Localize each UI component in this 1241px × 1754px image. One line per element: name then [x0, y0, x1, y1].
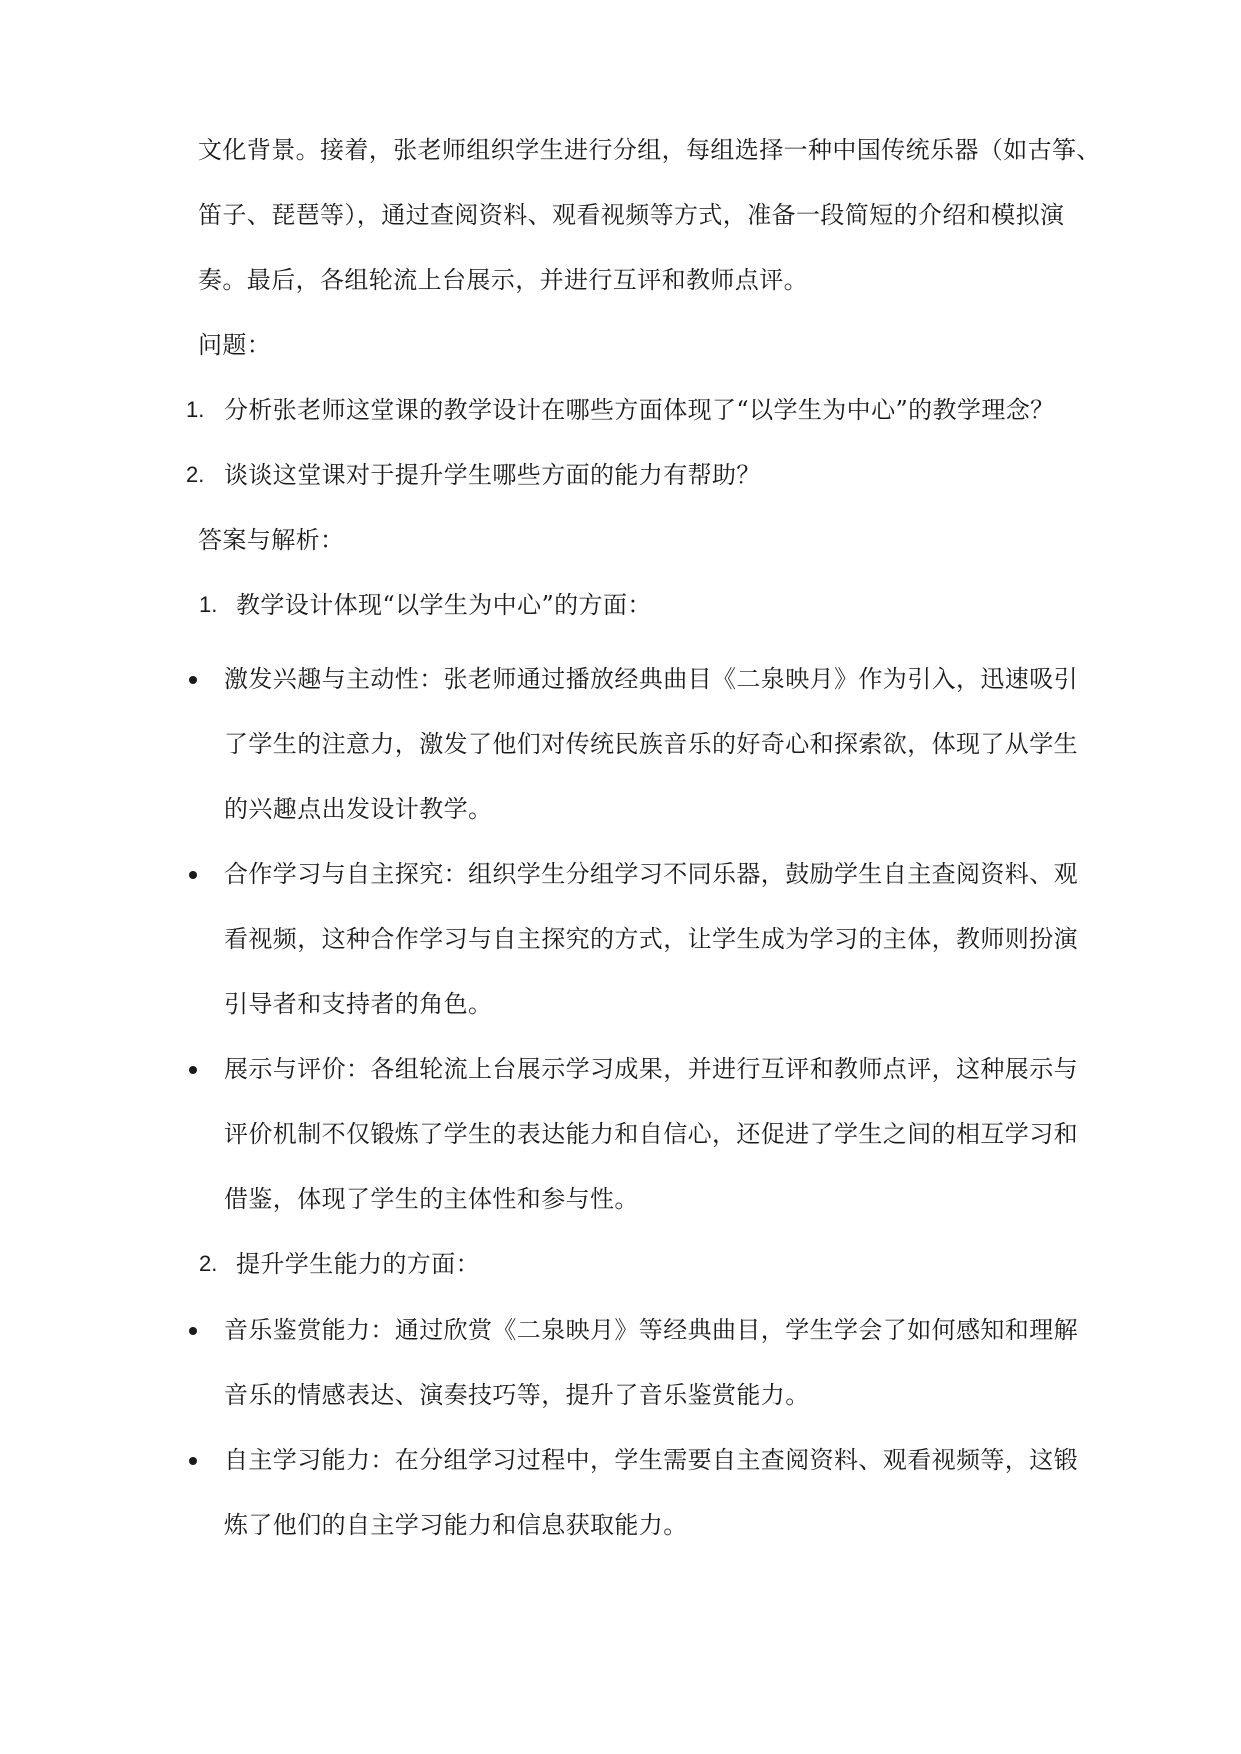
p1-bullet-2-line-1: 合作学习与自主探究：组织学生分组学习不同乐器，鼓励学生自主查阅资料、观 [224, 860, 1078, 888]
p1-bullet-1-line-3: 的兴趣点出发设计教学。 [224, 795, 493, 823]
p2-bullet-1-line-1: 音乐鉴赏能力：通过欣赏《二泉映月》等经典曲目，学生学会了如何感知和理解 [224, 1316, 1078, 1344]
p1-bullet-3-line-2: 评价机制不仅锻炼了学生的表达能力和自信心，还促进了学生之间的相互学习和 [224, 1120, 1078, 1148]
answer-part-2-title: 提升学生能力的方面： [236, 1250, 480, 1278]
question-1-text: 分析张老师这堂课的教学设计在哪些方面体现了“以学生为中心”的教学理念？ [224, 396, 1055, 424]
p1-bullet-3-line-3: 借鉴，体现了学生的主体性和参与性。 [224, 1185, 639, 1213]
p2-bullet-1-line-2: 音乐的情感表达、演奏技巧等，提升了音乐鉴赏能力。 [224, 1381, 810, 1409]
bullet-icon [189, 1066, 197, 1074]
p1-bullet-3-line-1: 展示与评价：各组轮流上台展示学习成果，并进行互评和教师点评，这种展示与 [224, 1055, 1078, 1083]
answer-part-1-title: 教学设计体现“以学生为中心”的方面： [236, 591, 652, 619]
answer-part-2-number: 2. [199, 1251, 218, 1276]
intro-line-1: 文化背景。接着，张老师组织学生进行分组，每组选择一种中国传统乐器（如古筝、 [198, 136, 1101, 164]
questions-heading: 问题： [198, 331, 272, 359]
bullet-icon [189, 871, 197, 879]
bullet-icon [189, 676, 197, 684]
answer-part-1-number: 1. [199, 592, 218, 617]
p1-bullet-1-line-2: 了学生的注意力，激发了他们对传统民族音乐的好奇心和探索欲，体现了从学生 [224, 730, 1078, 758]
answers-heading: 答案与解析： [198, 526, 345, 554]
p1-bullet-2-line-2: 看视频，这种合作学习与自主探究的方式，让学生成为学习的主体，教师则扮演 [224, 925, 1078, 953]
p1-bullet-2-line-3: 引导者和支持者的角色。 [224, 990, 493, 1018]
p2-bullet-2-line-2: 炼了他们的自主学习能力和信息获取能力。 [224, 1511, 688, 1539]
question-2-number: 2. [186, 462, 205, 487]
question-1-number: 1. [186, 397, 205, 422]
intro-line-3: 奏。最后，各组轮流上台展示，并进行互评和教师点评。 [198, 266, 808, 294]
p1-bullet-1-line-1: 激发兴趣与主动性：张老师通过播放经典曲目《二泉映月》作为引入，迅速吸引 [224, 665, 1078, 693]
bullet-icon [189, 1457, 197, 1465]
question-2-text: 谈谈这堂课对于提升学生哪些方面的能力有帮助？ [224, 461, 761, 489]
p2-bullet-2-line-1: 自主学习能力：在分组学习过程中，学生需要自主查阅资料、观看视频等，这锻 [224, 1446, 1078, 1474]
intro-line-2: 笛子、琵琶等），通过查阅资料、观看视频等方式，准备一段简短的介绍和模拟演 [198, 201, 1065, 229]
bullet-icon [189, 1327, 197, 1335]
